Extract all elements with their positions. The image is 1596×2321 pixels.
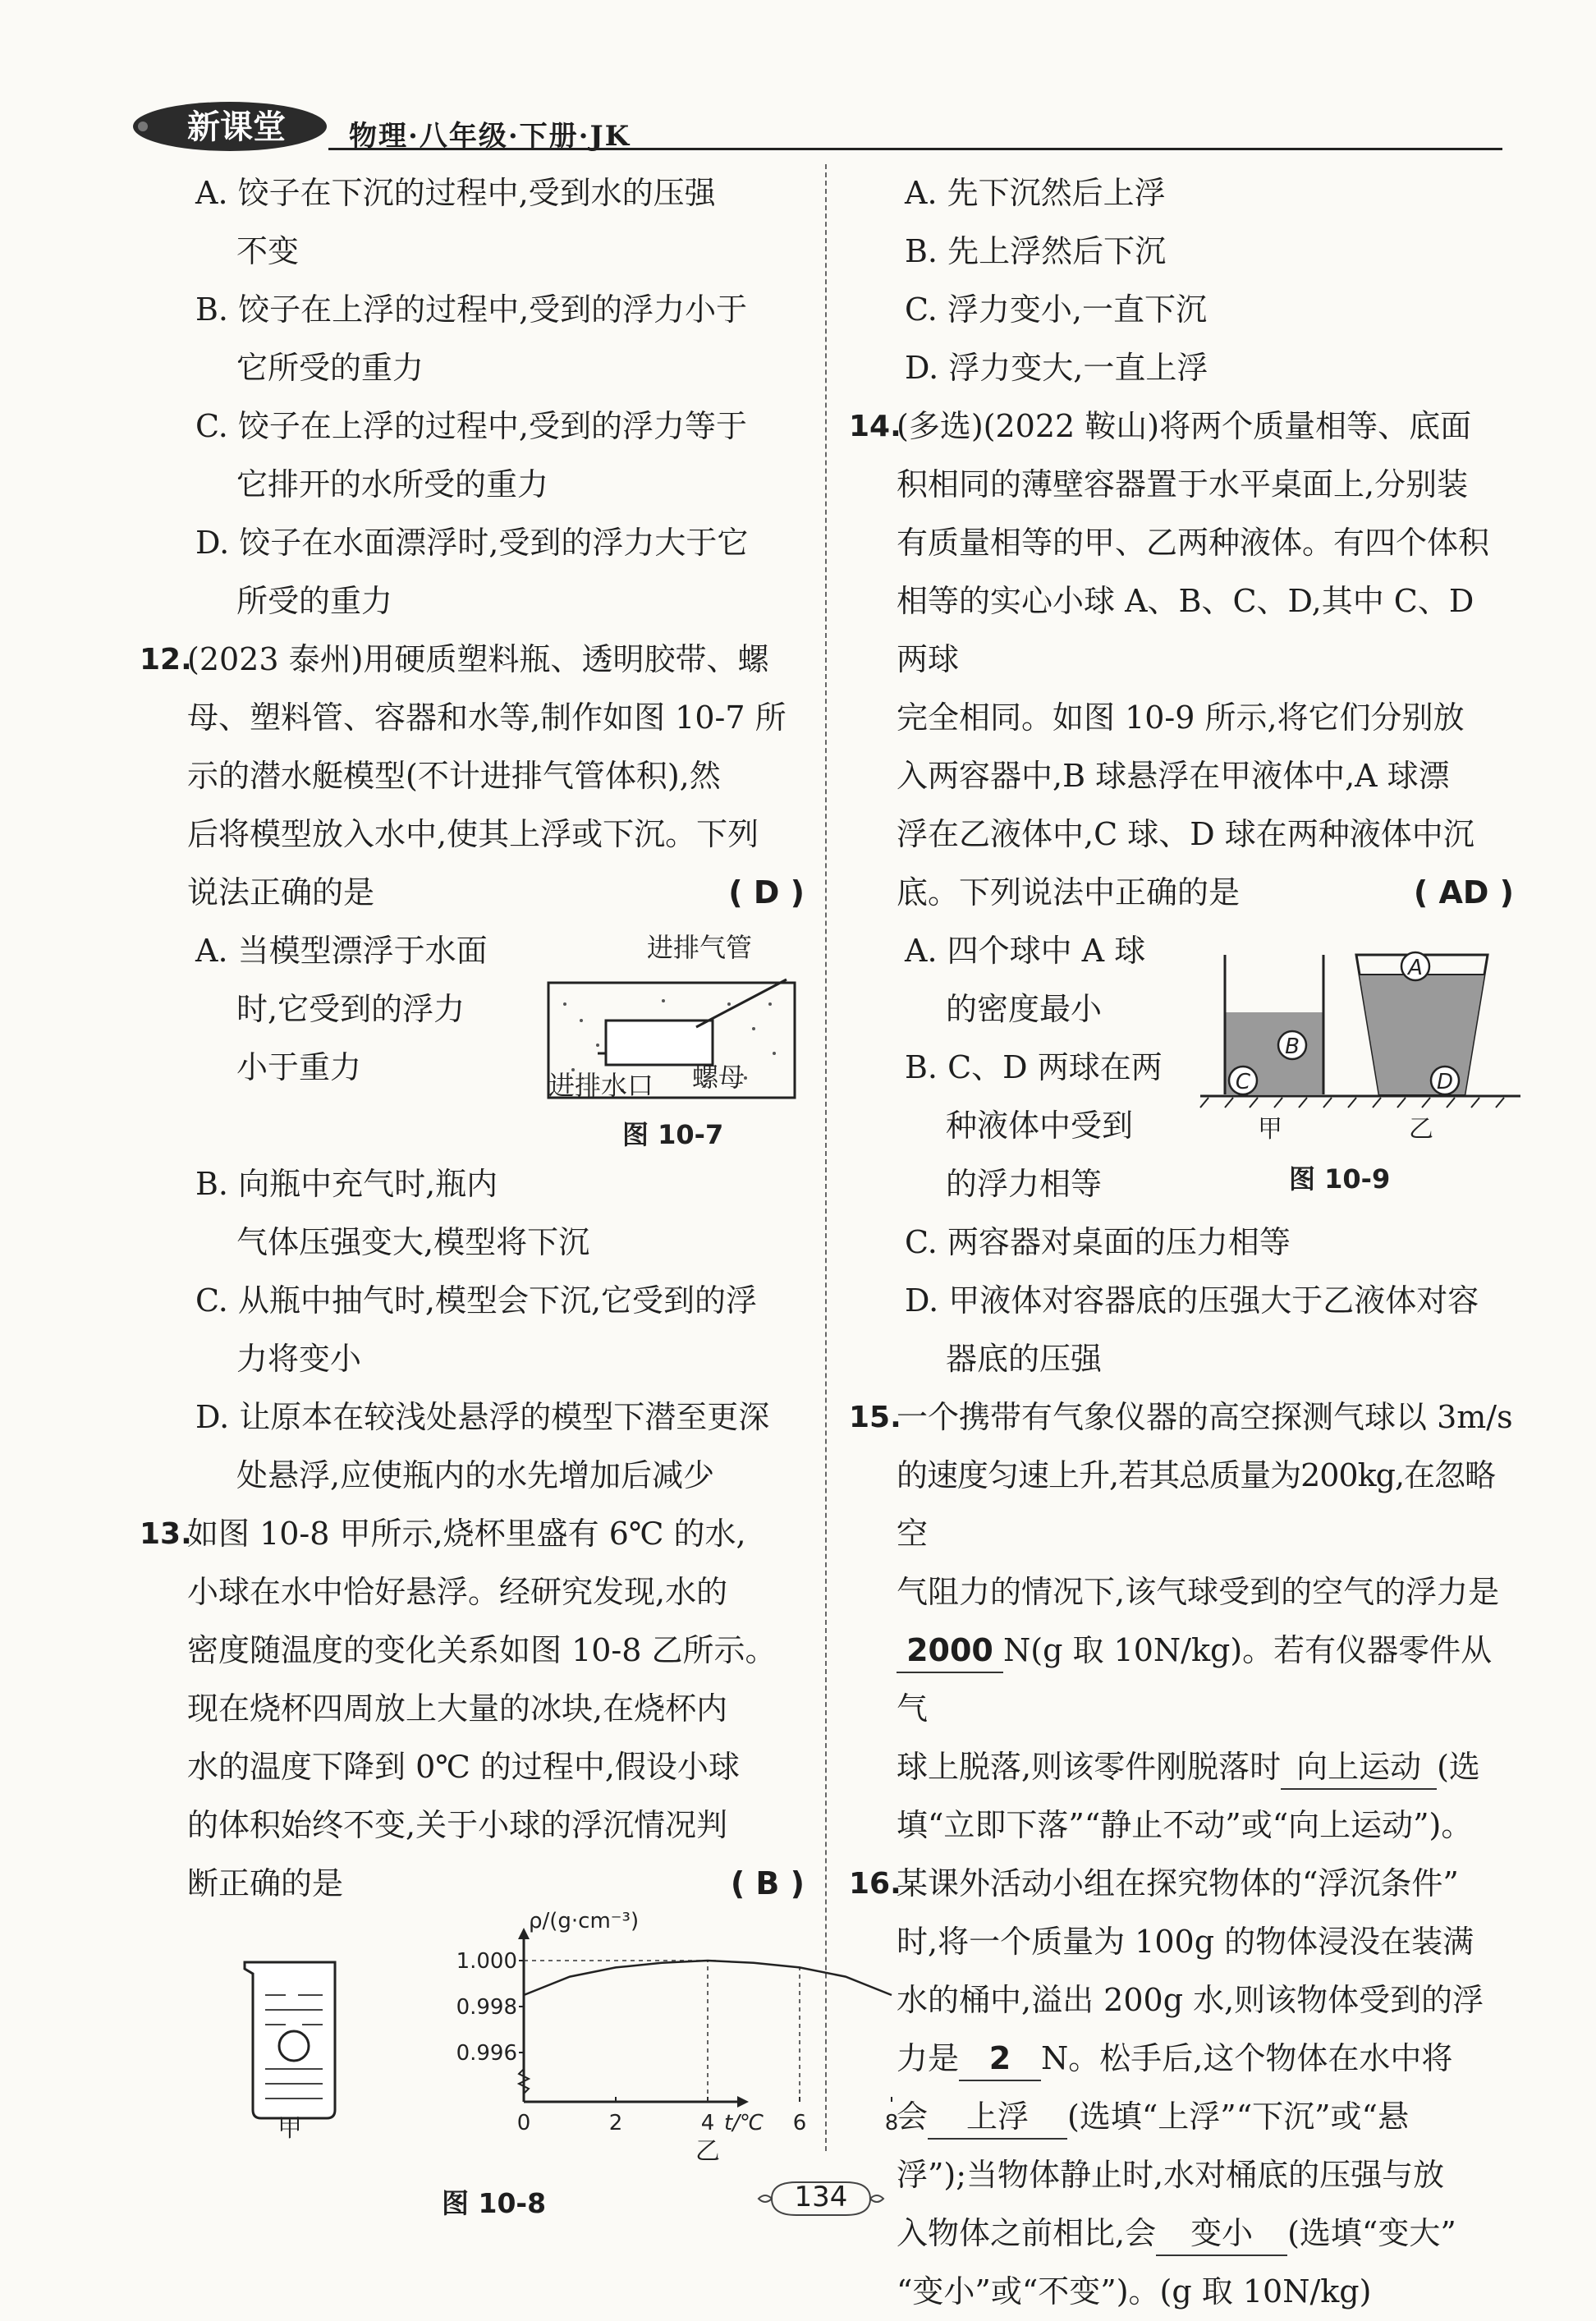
q13-number: 13. (140, 1517, 192, 1551)
fig-10-9-caption: 图 10-9 (1289, 1163, 1391, 1195)
page-number: 134 (794, 2181, 848, 2213)
fig-10-9-label-jia: 甲 (1258, 1115, 1282, 1144)
column-divider (825, 164, 827, 2151)
x-tick-label: 0 (516, 2111, 531, 2135)
y-tick-label: 0.996 (456, 2041, 517, 2066)
fig-10-7-label-inlet: 进排水口 (548, 1070, 654, 1101)
q15-number: 15. (849, 1401, 901, 1434)
fig-10-7-caption: 图 10-7 (622, 1119, 724, 1150)
question-12: 12. (2023 泰州)用硬质塑料瓶、透明胶带、螺 母、塑料管、容器和水等,制作如图 10-7 所 示的潜水艇模型(不计进排气管体积),然 后将模型放入水中,使其上浮或下沉。下列 说法正确的是 ( D ) (187, 631, 805, 922)
q14-answer: ( AD ) (1413, 874, 1514, 911)
y-tick-label: 1.000 (456, 1949, 517, 1974)
ball-c-label: C (1235, 1070, 1251, 1094)
series-logo (131, 97, 328, 154)
page-header (131, 97, 1502, 158)
q12-option-c: C. 从瓶中抽气时,模型会下沉,它受到的浮 力将变小 (195, 1282, 758, 1377)
fig-10-8-caption: 图 10-8 (442, 2187, 547, 2219)
figure-10-9 (1200, 922, 1520, 1201)
y-axis-label: ρ/(g·cm⁻³) (529, 1909, 640, 1933)
q11-option-b: B. 饺子在上浮的过程中,受到的浮力小于 它所受的重力 (195, 291, 748, 386)
ball-d-label: D (1436, 1070, 1454, 1094)
q14-option-b: B. C、D 两球在两 种液体中受到 的浮力相等 (905, 1049, 1163, 1202)
x-tick-label: 2 (608, 2111, 623, 2135)
q13-option-a: A. 先下沉然后上浮 (905, 175, 1166, 211)
x-tick-label: 4 (700, 2111, 715, 2135)
logo-text: 新课堂 (187, 108, 286, 146)
fig-10-8-beaker (236, 1946, 368, 2143)
ball-a-label: A (1408, 956, 1423, 980)
q13-option-d: D. 浮力变大,一直上浮 (905, 350, 1208, 386)
y-axis-arrow (518, 1928, 530, 1939)
q12-option-b: B. 向瓶中充气时,瓶内 气体压强变大,模型将下沉 (195, 1166, 590, 1260)
fig-10-9-label-yi: 乙 (1409, 1115, 1433, 1144)
ball-b-label: B (1285, 1034, 1300, 1059)
x-axis-arrow (737, 2096, 749, 2108)
q11-option-d: D. 饺子在水面漂浮时,受到的浮力大于它 所受的重力 (195, 525, 749, 619)
fig-10-8-density-chart (409, 1909, 899, 2166)
fig-10-7-label-pipe: 进排气管 (647, 932, 753, 963)
x-tick-label: 6 (792, 2111, 807, 2135)
q11-option-a: A. 饺子在下沉的过程中,受到水的压强 不变 (195, 175, 716, 269)
x-tick-label: 8 (884, 2111, 899, 2135)
q13-answer: ( B ) (730, 1865, 805, 1901)
q13-option-c: C. 浮力变小,一直下沉 (905, 291, 1207, 328)
q16-number: 16. (849, 1867, 901, 1901)
q15-blank-1: 2000 (897, 1629, 1003, 1673)
q14-options-with-figure (897, 922, 1514, 1213)
q15-blank-2: 向上运动 (1281, 1745, 1437, 1790)
q12-option-a: A. 当模型漂浮于水面 时,它受到的浮力 小于重力 (195, 933, 488, 1085)
right-column (849, 164, 1514, 2321)
question-14: 14. (多选)(2022 鞍山)将两个质量相等、底面 积相同的薄壁容器置于水平桌面上,分别装 有质量相等的甲、乙两种液体。有四个体积 相等的实心小球 A、B、C、D,其中 C、D 两球 完全相同。如图 10-9 所示,将它们分别放 入两容器中,B 球悬浮在甲液体中,A 球漂 浮在乙液体中,C 球、D 球在两种液体中沉 底。下列说法中正确的是 ( AD ) (897, 397, 1514, 922)
q16-blank-2: 上浮 (928, 2095, 1067, 2140)
figure-10-7 (540, 922, 811, 1152)
q14-number: 14. (849, 410, 901, 443)
fig-10-8-label-jia: 甲 (277, 2114, 302, 2143)
page-number-badge (755, 2176, 887, 2222)
book-title: 物理·八年级·下册·JK (349, 120, 631, 153)
q14-option-c: C. 两容器对桌面的压力相等 (905, 1224, 1291, 1260)
fig-10-7-label-nut: 螺母 (692, 1062, 745, 1093)
header-rule (328, 148, 1502, 150)
q11-option-c: C. 饺子在上浮的过程中,受到的浮力等于 它排开的水所受的重力 (195, 408, 747, 502)
question-13: 13. 如图 10-8 甲所示,烧杯里盛有 6℃ 的水, 小球在水中恰好悬浮。经研究发现,水的 密度随温度的变化关系如图 10-8 乙所示。 现在烧杯四周放上大量的冰块,在烧杯内 水的温度下降到 0℃ 的过程中,假设小球 的体积始终不变,关于小球的浮沉情况判 断正确的是 ( B ) (187, 1505, 805, 1913)
q12-option-d: D. 让原本在较浅处悬浮的模型下潜至更深 处悬浮,应使瓶内的水先增加后减少 (195, 1399, 770, 1493)
q16-blank-3: 变小 (1156, 2212, 1287, 2256)
q14-option-a: A. 四个球中 A 球 的密度最小 (905, 933, 1146, 1027)
question-16: 16. 某课外活动小组在探究物体的“浮沉条件” 时,将一个质量为 100g 的物体浸没在装满 水的桶中,溢出 200g 水,则该物体受到的浮 力是 2 N。松手后,这个物体在水中将 会 上浮 (选填“上浮”“下沉”或“悬 浮”);当物体静止时,水对桶底的压强与放 入物体之前相比,会 变小 (选填“变大” “变小”或“不变”)。(g 取 10N/kg) (897, 1855, 1514, 2321)
q12-options-with-figure (187, 922, 805, 1155)
q12-number: 12. (140, 643, 192, 677)
q16-blank-1: 2 (959, 2037, 1041, 2081)
x-axis-label: t/℃ (724, 2111, 764, 2135)
q12-answer: ( D ) (728, 874, 805, 911)
q13-option-b: B. 先上浮然后下沉 (905, 233, 1167, 269)
fig-10-8-label-yi: 乙 (695, 2137, 720, 2166)
question-15: 15. 一个携带有气象仪器的高空探测气球以 3m/s 的速度匀速上升,若其总质量为200kg,在忽略空 气阻力的情况下,该气球受到的空气的浮力是 2000 N(g 取 10N/kg)。若有仪器零件从气 球上脱落,则该零件刚脱落时 向上运动 (选 填“立即下落”“静止不动”或“向上运动”)。 (897, 1388, 1514, 1855)
q14-option-d: D. 甲液体对容器底的压强大于乙液体对容 器底的压强 (905, 1282, 1479, 1377)
y-tick-label: 0.998 (456, 1995, 517, 2020)
